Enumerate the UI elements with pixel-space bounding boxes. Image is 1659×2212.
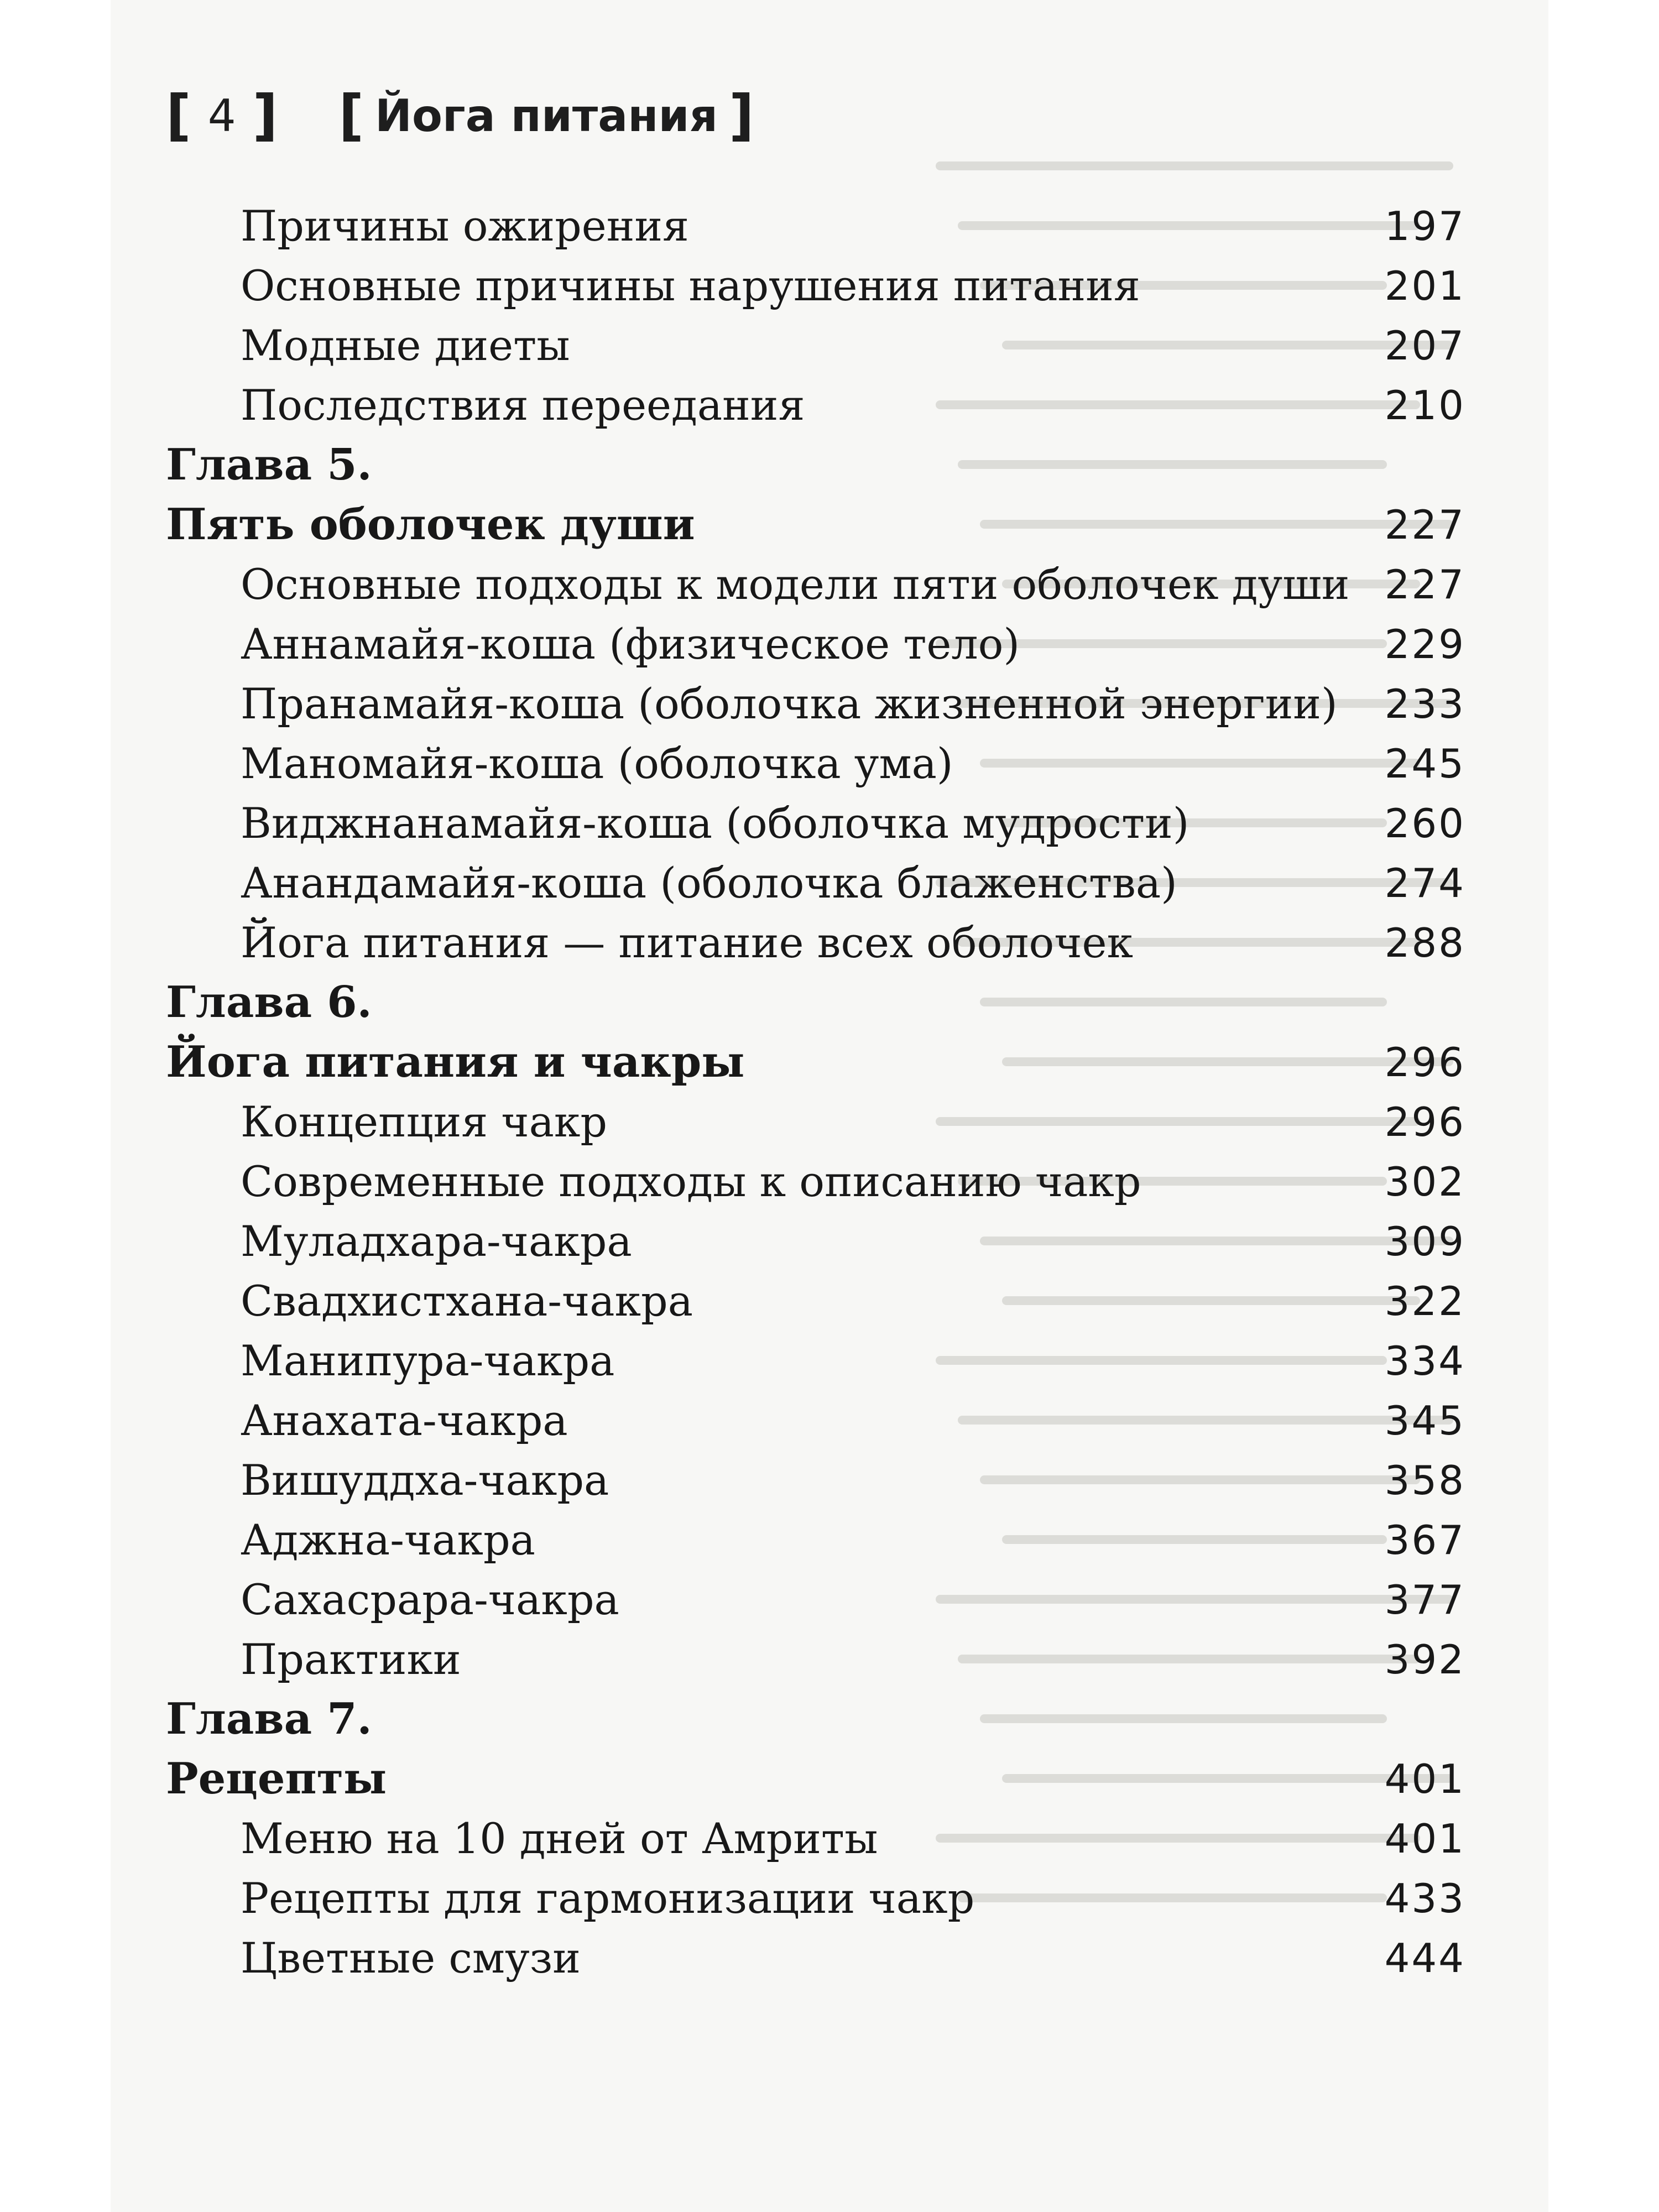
toc-chapter-heading — [166, 1689, 1465, 1749]
toc-entry-title: Глава 6. — [166, 977, 372, 1027]
toc-entry-title: Рецепты для гармонизации чакр — [241, 1874, 975, 1923]
toc-entry — [166, 1451, 1465, 1510]
toc-entry-page-number: 197 — [1384, 203, 1465, 249]
toc-entry — [166, 316, 1465, 375]
toc-entry-title: Причины ожирения — [241, 201, 689, 251]
toc-entry-page-number: 401 — [1384, 1756, 1465, 1802]
toc-entry-title: Модные диеты — [241, 321, 570, 370]
toc-entry-page-number: 392 — [1384, 1636, 1465, 1683]
toc-entry-page-number: 288 — [1384, 920, 1465, 966]
toc-entry-title: Манипура-чакра — [241, 1336, 615, 1385]
toc-entry-title: Йога питания — питание всех оболочек — [241, 918, 1134, 967]
toc-entry-title: Пранамайя-коша (оболочка жизненной энергии) — [241, 679, 1338, 728]
toc-entry-title: Меню на 10 дней от Амриты — [241, 1814, 878, 1863]
toc-entry-title: Цветные смузи — [241, 1933, 581, 1983]
toc-entry-title: Свадхистхана-чакра — [241, 1276, 693, 1326]
toc-entry-page-number: 334 — [1384, 1338, 1465, 1384]
toc-chapter-heading — [166, 435, 1465, 495]
toc-entry — [166, 614, 1465, 674]
toc-entry — [166, 853, 1465, 913]
toc-entry-title: Аннамайя-коша (физическое тело) — [241, 619, 1020, 669]
toc-entry — [166, 375, 1465, 435]
toc-entry — [166, 1809, 1465, 1869]
toc-entry — [166, 256, 1465, 316]
toc-entry-title: Практики — [241, 1635, 461, 1684]
toc-entry-page-number: 227 — [1384, 561, 1465, 608]
toc-entry-title: Маномайя-коша (оболочка ума) — [241, 739, 953, 788]
toc-entry-title: Муладхара-чакра — [241, 1217, 632, 1266]
toc-entry — [166, 674, 1465, 734]
toc-entry — [166, 734, 1465, 794]
toc-chapter-heading — [166, 495, 1465, 555]
toc-entry-page-number: 377 — [1384, 1577, 1465, 1623]
right-bracket: ] — [728, 83, 754, 148]
header-book-title: Йога питания — [375, 90, 718, 142]
left-bracket: [ — [166, 83, 191, 148]
toc-entry-page-number: 260 — [1384, 800, 1465, 847]
toc-entry-title: Пять оболочек души — [166, 499, 695, 550]
toc-chapter-heading — [166, 1032, 1465, 1092]
toc-entry-page-number: 296 — [1384, 1099, 1465, 1145]
left-bracket: [ — [338, 83, 364, 148]
toc-entry — [166, 1928, 1465, 1988]
running-header — [166, 83, 754, 148]
toc-entry-page-number: 444 — [1384, 1935, 1465, 1981]
toc-entry-page-number: 309 — [1384, 1218, 1465, 1265]
toc-entry-page-number: 302 — [1384, 1159, 1465, 1205]
toc-entry-title: Аджна-чакра — [241, 1515, 535, 1564]
toc-entry-title: Анандамайя-коша (оболочка блаженства) — [241, 858, 1177, 907]
toc-entry — [166, 196, 1465, 256]
toc-entry-title: Виджнанамайя-коша (оболочка мудрости) — [241, 799, 1190, 848]
toc-entry — [166, 1212, 1465, 1271]
toc-entry-page-number: 367 — [1384, 1517, 1465, 1563]
toc-entry-title: Глава 7. — [166, 1694, 372, 1744]
toc-entry — [166, 555, 1465, 614]
toc-entry-page-number: 358 — [1384, 1457, 1465, 1504]
toc-chapter-heading — [166, 1749, 1465, 1809]
toc-entry — [166, 1271, 1465, 1331]
toc-entry-page-number: 229 — [1384, 621, 1465, 667]
toc-entry-page-number: 233 — [1384, 681, 1465, 727]
toc-entry-page-number: 433 — [1384, 1875, 1465, 1922]
toc-entry — [166, 1152, 1465, 1212]
toc-entry-title: Концепция чакр — [241, 1097, 608, 1146]
toc-entry — [166, 1570, 1465, 1630]
table-of-contents — [166, 196, 1465, 1988]
toc-entry-page-number: 296 — [1384, 1039, 1465, 1086]
toc-chapter-heading — [166, 973, 1465, 1032]
toc-entry-page-number: 201 — [1384, 263, 1465, 309]
toc-entry-page-number: 322 — [1384, 1278, 1465, 1324]
toc-entry — [166, 1869, 1465, 1928]
toc-entry-page-number: 207 — [1384, 322, 1465, 369]
toc-entry-title: Анахата-чакра — [241, 1396, 568, 1445]
toc-entry-title: Сахасрара-чакра — [241, 1575, 619, 1624]
toc-entry-page-number: 245 — [1384, 740, 1465, 787]
toc-entry-page-number: 345 — [1384, 1397, 1465, 1444]
toc-entry — [166, 794, 1465, 853]
toc-entry — [166, 1510, 1465, 1570]
toc-entry-title: Йога питания и чакры — [166, 1037, 745, 1087]
toc-entry-title: Основные причины нарушения питания — [241, 261, 1140, 310]
toc-entry-title: Вишуддха-чакра — [241, 1455, 609, 1505]
toc-entry-title: Рецепты — [166, 1754, 387, 1804]
book-page — [111, 0, 1548, 2212]
toc-entry — [166, 1092, 1465, 1152]
toc-entry-title: Глава 5. — [166, 440, 372, 490]
toc-entry — [166, 913, 1465, 973]
toc-entry-title: Основные подходы к модели пяти оболочек души — [241, 560, 1350, 609]
toc-entry-page-number: 210 — [1384, 382, 1465, 429]
toc-entry-title: Современные подходы к описанию чакр — [241, 1157, 1141, 1206]
toc-entry-page-number: 401 — [1384, 1815, 1465, 1862]
header-page-number: 4 — [207, 90, 236, 142]
toc-entry — [166, 1391, 1465, 1451]
toc-entry-page-number: 274 — [1384, 860, 1465, 906]
right-bracket: ] — [252, 83, 278, 148]
toc-entry — [166, 1630, 1465, 1689]
toc-entry-title: Последствия переедания — [241, 380, 805, 430]
toc-entry — [166, 1331, 1465, 1391]
toc-entry-page-number: 227 — [1384, 502, 1465, 548]
